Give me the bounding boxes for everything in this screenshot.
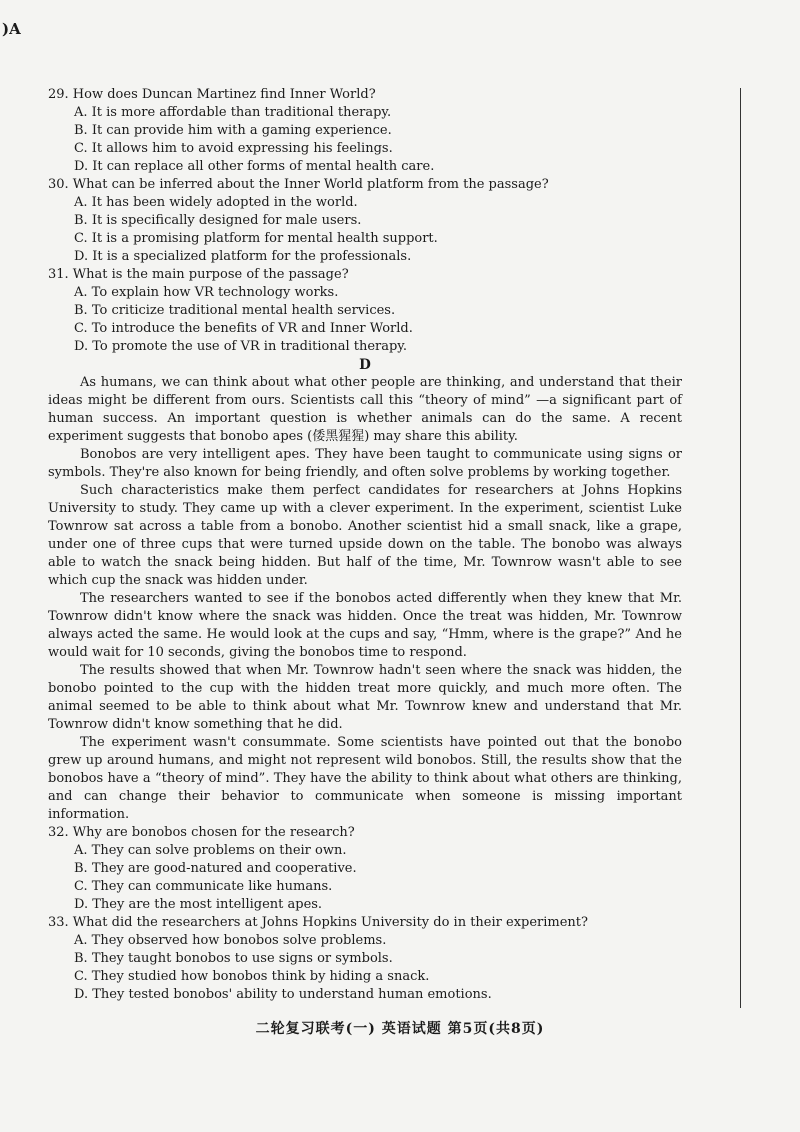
exam-content — [48, 86, 682, 1004]
option-b: B. It can provide him with a gaming experience. — [74, 123, 392, 138]
option-a: A. It is more affordable than traditional therapy. — [74, 105, 392, 120]
question-29 — [48, 86, 682, 176]
passage-paragraph: The researchers wanted to see if the bonobos acted differently when they knew that Mr. Townrow didn't know where the snack was hidden. Once the treat was hidden, Mr. Townrow always acted the same. He would look at the cups and say, “Hmm, where is the grape?” And he would wait for 10 seconds, giving the bonobos time to respond. — [48, 591, 682, 660]
question-stem: 32. Why are bonobos chosen for the research? — [48, 825, 355, 840]
page-footer: 二轮复习联考(一) 英语试题 第5页(共8页) — [255, 1021, 545, 1037]
passage-d — [48, 374, 682, 824]
option-d: D. They tested bonobos' ability to understand human emotions. — [74, 987, 492, 1002]
passage-paragraph: Bonobos are very intelligent apes. They have been taught to communicate using signs or symbols. They're also known for being friendly, and often solve problems by working together. — [48, 447, 682, 480]
option-a: A. It has been widely adopted in the world. — [74, 195, 358, 210]
option-b: B. It is specifically designed for male users. — [74, 213, 362, 228]
passage-paragraph: The results showed that when Mr. Townrow hadn't seen where the snack was hidden, the bonobo pointed to the cup with the hidden treat more quickly, and much more often. The animal seemed to be able to think about what Mr. Townrow knew and understand that Mr. Townrow didn't know something that he did. — [48, 663, 682, 732]
question-stem: 31. What is the main purpose of the passage? — [48, 267, 349, 282]
passage-paragraph: As humans, we can think about what other people are thinking, and understand that their ideas might be different from ours. Scientists call this “theory of mind” —a significant part of human success. An important question is whether animals can do the same. A recent experiment suggests that bonobo apes (倭黑猩猩) may share this ability. — [48, 375, 682, 444]
option-d: D. It can replace all other forms of mental health care. — [74, 159, 435, 174]
option-b: B. To criticize traditional mental health services. — [74, 303, 396, 318]
question-stem: 33. What did the researchers at Johns Hopkins University do in their experiment? — [48, 915, 589, 930]
option-d: D. To promote the use of VR in traditional therapy. — [74, 339, 408, 354]
question-stem: 29. How does Duncan Martinez find Inner World? — [48, 87, 376, 102]
option-c: C. They can communicate like humans. — [74, 879, 333, 894]
option-a: A. To explain how VR technology works. — [74, 285, 339, 300]
passage-paragraph: The experiment wasn't consummate. Some scientists have pointed out that the bonobo grew up around humans, and might not represent wild bonobos. Still, the results show that the bonobos have a “theory of mind”. They have the ability to think about what others are thinking, and can change their behavior to communicate when someone is missing important information. — [48, 735, 682, 822]
option-b: B. They taught bonobos to use signs or symbols. — [74, 951, 393, 966]
question-30 — [48, 176, 682, 266]
option-d: D. It is a specialized platform for the professionals. — [74, 249, 412, 264]
option-c: C. To introduce the benefits of VR and Inner World. — [74, 321, 413, 336]
option-c: C. It is a promising platform for mental health support. — [74, 231, 438, 246]
question-stem: 30. What can be inferred about the Inner World platform from the passage? — [48, 177, 549, 192]
question-32 — [48, 824, 682, 914]
question-31 — [48, 266, 682, 356]
passage-paragraph: Such characteristics make them perfect candidates for researchers at Johns Hopkins University to study. They came up with a clever experiment. In the experiment, scientist Luke Townrow sat across a table from a bonobo. Another scientist hid a small snack, like a grape, under one of three cups that were turned upside down on the table. The bonobo was always able to watch the snack being hidden. But half of the time, Mr. Townrow wasn't able to see which cup the snack was hidden under. — [48, 483, 682, 588]
section-d-title: D — [359, 357, 371, 373]
question-33 — [48, 914, 682, 1004]
option-c: C. They studied how bonobos think by hiding a snack. — [74, 969, 430, 984]
margin-rule — [740, 88, 741, 1008]
page-corner-mark: )A — [2, 20, 21, 38]
option-a: A. They observed how bonobos solve problems. — [74, 933, 387, 948]
option-d: D. They are the most intelligent apes. — [74, 897, 323, 912]
option-c: C. It allows him to avoid expressing his feelings. — [74, 141, 393, 156]
option-b: B. They are good-natured and cooperative. — [74, 861, 357, 876]
option-a: A. They can solve problems on their own. — [74, 843, 347, 858]
